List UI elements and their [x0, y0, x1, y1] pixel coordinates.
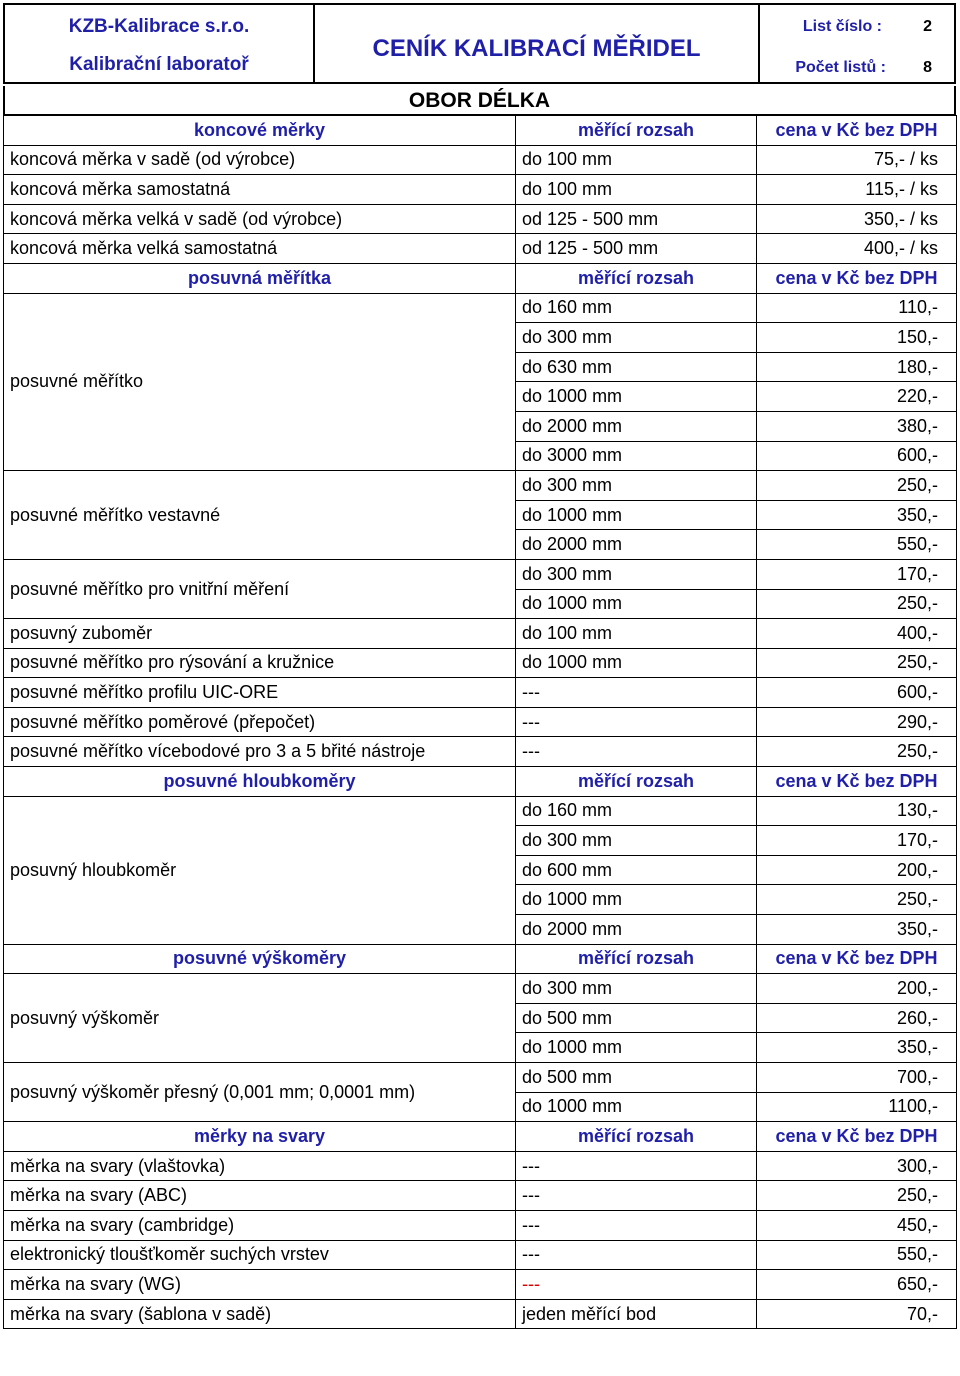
price: 75,- / ks: [757, 145, 957, 175]
table-row: [4, 145, 957, 175]
section-title: posuvné hloubkoměry: [4, 767, 516, 797]
measuring-range: do 300 mm: [516, 471, 757, 501]
section-header-row: [4, 116, 957, 146]
price: 1100,-: [757, 1092, 957, 1122]
measuring-range: do 1000 mm: [516, 1033, 757, 1063]
table-row: [4, 796, 957, 826]
table-row: [4, 175, 957, 205]
measuring-range: do 1000 mm: [516, 885, 757, 915]
price-table: [3, 115, 957, 1329]
item-name: měrka na svary (WG): [4, 1270, 516, 1300]
measuring-range: do 300 mm: [516, 826, 757, 856]
measuring-range: od 125 - 500 mm: [516, 234, 757, 264]
price: 200,-: [757, 974, 957, 1004]
price: 600,-: [757, 678, 957, 708]
table-row: [4, 1270, 957, 1300]
price: 70,-: [757, 1299, 957, 1329]
price: 200,-: [757, 855, 957, 885]
price: 250,-: [757, 885, 957, 915]
measuring-range: do 600 mm: [516, 855, 757, 885]
section-title: koncové měrky: [4, 116, 516, 146]
range-column-header: měřící rozsah: [516, 263, 757, 293]
measuring-range: do 500 mm: [516, 1063, 757, 1093]
item-name: měrka na svary (šablona v sadě): [4, 1299, 516, 1329]
page-title: CENÍK KALIBRACÍ MĚŘIDEL: [372, 35, 701, 62]
measuring-range: jeden měřící bod: [516, 1299, 757, 1329]
price: 130,-: [757, 796, 957, 826]
table-row: [4, 471, 957, 501]
table-row: [4, 974, 957, 1004]
table-row: [4, 293, 957, 323]
measuring-range: ---: [516, 678, 757, 708]
item-name: posuvný výškoměr: [4, 974, 516, 1063]
section-title: posuvná měřítka: [4, 263, 516, 293]
measuring-range: ---: [516, 1240, 757, 1270]
item-name: posuvné měřítko poměrové (přepočet): [4, 707, 516, 737]
measuring-range: do 1000 mm: [516, 589, 757, 619]
section-header-row: [4, 263, 957, 293]
measuring-range: od 125 - 500 mm: [516, 204, 757, 234]
table-row: [4, 1240, 957, 1270]
price: 380,-: [757, 411, 957, 441]
price: 250,-: [757, 471, 957, 501]
measuring-range: do 500 mm: [516, 1003, 757, 1033]
price: 250,-: [757, 1181, 957, 1211]
measuring-range: do 160 mm: [516, 293, 757, 323]
price: 700,-: [757, 1063, 957, 1093]
measuring-range: do 2000 mm: [516, 530, 757, 560]
item-name: posuvné měřítko: [4, 293, 516, 471]
table-row: [4, 1063, 957, 1093]
price: 600,-: [757, 441, 957, 471]
price: 300,-: [757, 1151, 957, 1181]
measuring-range: ---: [516, 1181, 757, 1211]
price: 400,-: [757, 619, 957, 649]
table-row: [4, 1151, 957, 1181]
price: 550,-: [757, 530, 957, 560]
measuring-range: do 300 mm: [516, 559, 757, 589]
measuring-range: do 300 mm: [516, 323, 757, 353]
field-subtitle: OBOR DÉLKA: [3, 86, 956, 116]
section-title: měrky na svary: [4, 1122, 516, 1152]
table-row: [4, 559, 957, 589]
price: 250,-: [757, 589, 957, 619]
measuring-range: do 160 mm: [516, 796, 757, 826]
table-row: [4, 648, 957, 678]
measuring-range: do 100 mm: [516, 145, 757, 175]
measuring-range: ---: [516, 1210, 757, 1240]
item-name: měrka na svary (ABC): [4, 1181, 516, 1211]
item-name: posuvné měřítko vícebodové pro 3 a 5 břité nástroje: [4, 737, 516, 767]
price: 110,-: [757, 293, 957, 323]
item-name: koncová měrka velká v sadě (od výrobce): [4, 204, 516, 234]
lab-name: Kalibrační laboratoř: [69, 54, 249, 75]
company-box: [3, 3, 315, 84]
sheet-info-box: [758, 3, 956, 84]
table-row: [4, 737, 957, 767]
item-name: koncová měrka samostatná: [4, 175, 516, 205]
item-name: elektronický tloušťkoměr suchých vrstev: [4, 1240, 516, 1270]
table-row: [4, 678, 957, 708]
item-name: posuvné měřítko pro vnitřní měření: [4, 559, 516, 618]
measuring-range: ---: [516, 1270, 757, 1300]
price: 260,-: [757, 1003, 957, 1033]
section-header-row: [4, 1122, 957, 1152]
table-row: [4, 1210, 957, 1240]
item-name: měrka na svary (vlaštovka): [4, 1151, 516, 1181]
price-column-header: cena v Kč bez DPH: [757, 944, 957, 974]
measuring-range: ---: [516, 737, 757, 767]
measuring-range: do 1000 mm: [516, 648, 757, 678]
price-column-header: cena v Kč bez DPH: [757, 1122, 957, 1152]
price: 170,-: [757, 559, 957, 589]
item-name: měrka na svary (cambridge): [4, 1210, 516, 1240]
price: 350,-: [757, 500, 957, 530]
table-row: [4, 1181, 957, 1211]
price: 180,-: [757, 352, 957, 382]
page-header: [3, 3, 956, 86]
measuring-range: do 630 mm: [516, 352, 757, 382]
price: 290,-: [757, 707, 957, 737]
price: 250,-: [757, 648, 957, 678]
measuring-range: do 1000 mm: [516, 500, 757, 530]
price: 650,-: [757, 1270, 957, 1300]
price: 170,-: [757, 826, 957, 856]
price: 250,-: [757, 737, 957, 767]
item-name: posuvné měřítko vestavné: [4, 471, 516, 560]
sheet-count-label: Počet listů :: [795, 59, 886, 76]
sheet-number-label: List číslo :: [802, 18, 882, 35]
range-column-header: měřící rozsah: [516, 116, 757, 146]
price: 400,- / ks: [757, 234, 957, 264]
price: 150,-: [757, 323, 957, 353]
item-name: posuvný zuboměr: [4, 619, 516, 649]
section-title: posuvné výškoměry: [4, 944, 516, 974]
measuring-range: ---: [516, 707, 757, 737]
measuring-range: do 1000 mm: [516, 382, 757, 412]
price: 350,-: [757, 915, 957, 945]
range-column-header: měřící rozsah: [516, 944, 757, 974]
price-column-header: cena v Kč bez DPH: [757, 767, 957, 797]
price: 350,-: [757, 1033, 957, 1063]
sheet-number-value: 2: [923, 18, 932, 35]
section-header-row: [4, 944, 957, 974]
item-name: posuvné měřítko profilu UIC-ORE: [4, 678, 516, 708]
sheet-count-value: 8: [923, 59, 932, 76]
measuring-range: ---: [516, 1151, 757, 1181]
item-name: koncová měrka v sadě (od výrobce): [4, 145, 516, 175]
item-name: posuvný výškoměr přesný (0,001 mm; 0,0001 mm): [4, 1063, 516, 1122]
item-name: posuvné měřítko pro rýsování a kružnice: [4, 648, 516, 678]
price: 550,-: [757, 1240, 957, 1270]
section-header-row: [4, 767, 957, 797]
measuring-range: do 1000 mm: [516, 1092, 757, 1122]
price-column-header: cena v Kč bez DPH: [757, 116, 957, 146]
item-name: posuvný hloubkoměr: [4, 796, 516, 944]
measuring-range: do 2000 mm: [516, 411, 757, 441]
table-row: [4, 619, 957, 649]
measuring-range: do 2000 mm: [516, 915, 757, 945]
item-name: koncová měrka velká samostatná: [4, 234, 516, 264]
table-row: [4, 707, 957, 737]
price: 115,- / ks: [757, 175, 957, 205]
table-row: [4, 204, 957, 234]
price-column-header: cena v Kč bez DPH: [757, 263, 957, 293]
range-column-header: měřící rozsah: [516, 767, 757, 797]
table-row: [4, 1299, 957, 1329]
measuring-range: do 100 mm: [516, 175, 757, 205]
table-row: [4, 234, 957, 264]
measuring-range: do 3000 mm: [516, 441, 757, 471]
price: 220,-: [757, 382, 957, 412]
price: 350,- / ks: [757, 204, 957, 234]
range-column-header: měřící rozsah: [516, 1122, 757, 1152]
price: 450,-: [757, 1210, 957, 1240]
company-name: KZB-Kalibrace s.r.o.: [68, 16, 250, 37]
measuring-range: do 300 mm: [516, 974, 757, 1004]
measuring-range: do 100 mm: [516, 619, 757, 649]
title-box: [313, 3, 760, 84]
